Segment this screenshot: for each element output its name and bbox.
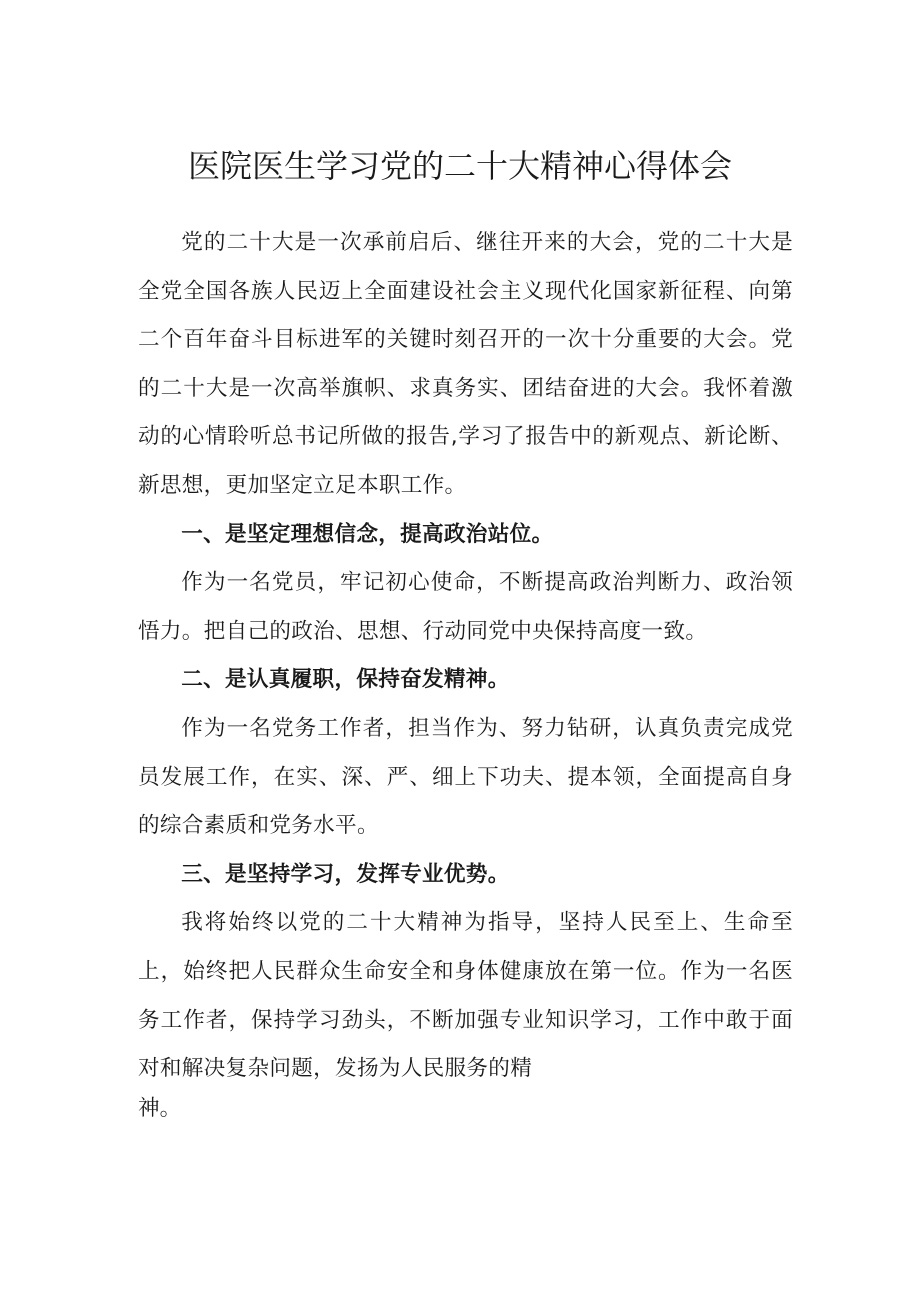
section-2-heading: 二、是认真履职，保持奋发精神。 <box>181 667 510 693</box>
intro-paragraph: 党的二十大是一次承前启后、继往开来的大会，党的二十大是全党全国各族人民迈上全面建设社会主义现代化国家新征程、向第二个百年奋斗目标进军的关键时刻召开的一次十分重要的大会。党的二十大是一次高举旗帜、求真务实、团结奋进的大会。我怀着激动的心情聆听总书记所做的报告,学习了报告中的新观点、新论断、新思想，更加坚定立足本职工作。 <box>138 230 793 498</box>
document-body <box>138 219 793 1124</box>
section-3-tail: 神。 <box>138 1095 182 1121</box>
section-2-body: 作为一名党务工作者，担当作为、努力钻研，认真负责完成党员发展工作，在实、深、严、细上下功夫、提本领，全面提高自身的综合素质和党务水平。 <box>138 715 793 839</box>
section-1-heading: 一、是坚定理想信念，提高政治站位。 <box>181 521 554 547</box>
section-3-body: 我将始终以党的二十大精神为指导，坚持人民至上、生命至上，始终把人民群众生命安全和身体健康放在第一位。作为一名医务工作者，保持学习劲头，不断加强专业知识学习，工作中敢于面对和解决复杂问题，发扬为人民服务的精 <box>138 910 793 1082</box>
section-3-heading: 三、是坚持学习，发挥专业优势。 <box>181 861 510 887</box>
document-title: 医院医生学习党的二十大精神心得体会 <box>187 147 732 185</box>
section-1-body: 作为一名党员，牢记初心使命，不断提高政治判断力、政治领悟力。把自己的政治、思想、行动同党中央保持高度一致。 <box>138 570 793 644</box>
